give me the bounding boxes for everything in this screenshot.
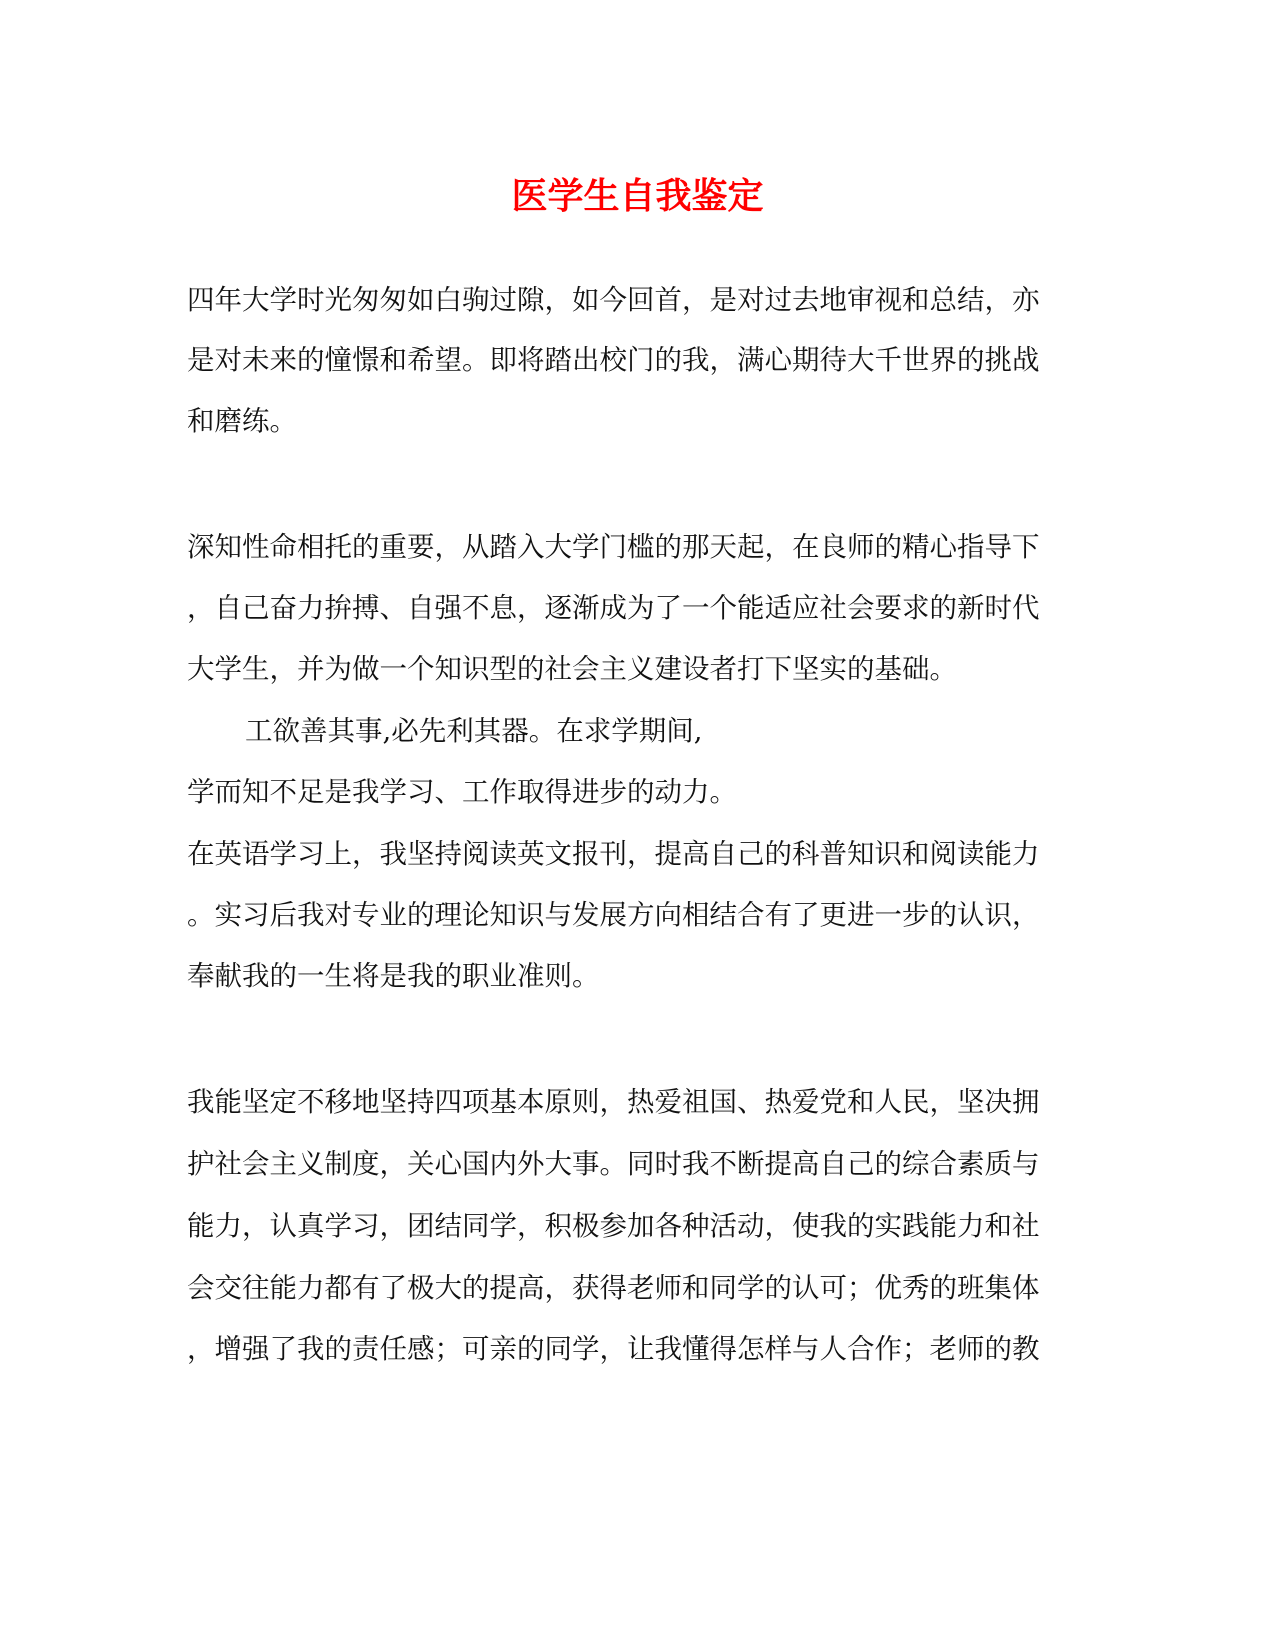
paragraph-line: 护社会主义制度，关心国内外大事。同时我不断提高自己的综合素质与 [187,1148,1040,1180]
paragraph-line: 会交往能力都有了极大的提高，获得老师和同学的认可；优秀的班集体 [187,1272,1040,1304]
paragraph-line: 深知性命相托的重要，从踏入大学门槛的那天起，在良师的精心指导下 [187,531,1040,563]
paragraph-line: 。实习后我对专业的理论知识与发展方向相结合有了更进一步的认识， [187,899,1040,931]
paragraph-line: ，自己奋力拚搏、自强不息，逐渐成为了一个能适应社会要求的新时代 [187,592,1040,624]
paragraph-line: 我能坚定不移地坚持四项基本原则，热爱祖国、热爱党和人民，坚决拥 [187,1086,1040,1118]
paragraph-line: 学而知不足是我学习、工作取得进步的动力。 [187,776,737,808]
paragraph-line: 奉献我的一生将是我的职业准则。 [187,960,600,992]
paragraph-line: 四年大学时光匆匆如白驹过隙，如今回首，是对过去地审视和总结，亦 [187,284,1040,316]
paragraph-line: ，增强了我的责任感；可亲的同学，让我懂得怎样与人合作；老师的教 [187,1333,1040,1365]
paragraph-line: 在英语学习上，我坚持阅读英文报刊，提高自己的科普知识和阅读能力 [187,838,1040,870]
paragraph-line: 大学生，并为做一个知识型的社会主义建设者打下坚实的基础。 [187,653,957,685]
paragraph-line: 是对未来的憧憬和希望。即将踏出校门的我，满心期待大千世界的挑战 [187,344,1040,376]
document-title: 医学生自我鉴定 [511,175,764,217]
paragraph-line: 和磨练。 [187,405,297,437]
paragraph-line: 工欲善其事,必先利其器。在求学期间, [245,715,703,747]
paragraph-line: 能力，认真学习，团结同学，积极参加各种活动，使我的实践能力和社 [187,1210,1040,1242]
